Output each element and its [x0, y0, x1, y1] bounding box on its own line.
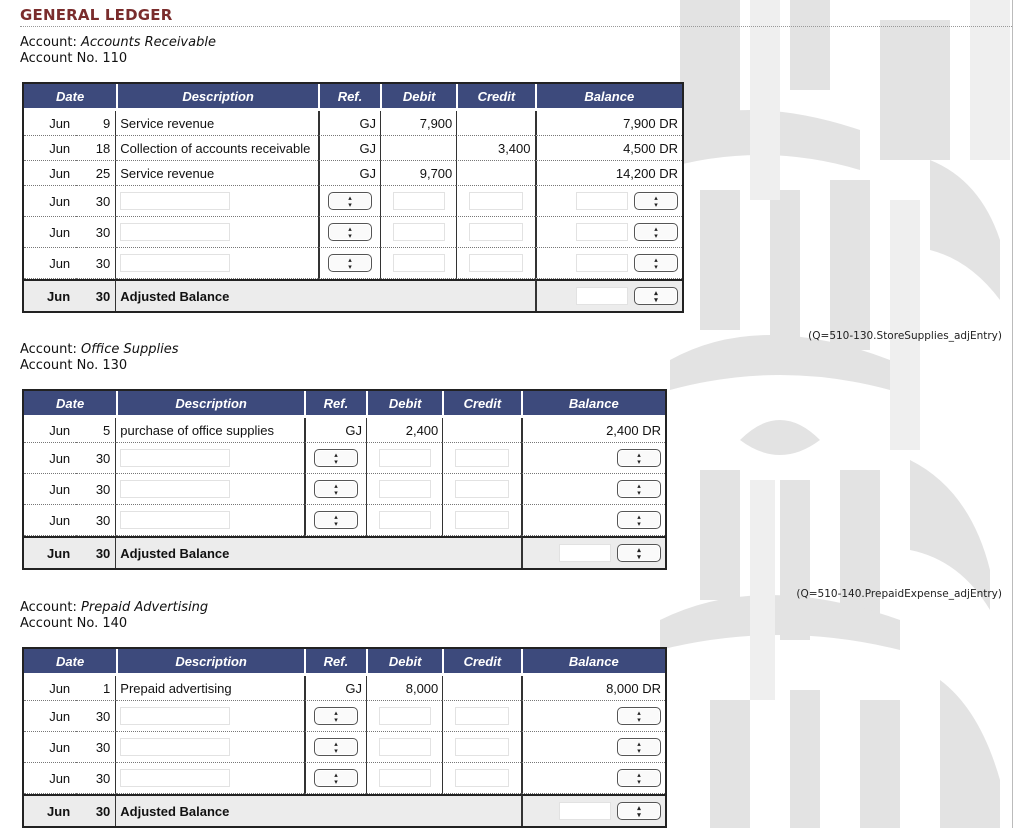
adjusted-balance-label: Adjusted Balance — [116, 536, 520, 568]
credit-cell — [442, 443, 520, 474]
account-name: Office Supplies — [81, 342, 179, 357]
row-balance: 4,500 DR — [535, 136, 682, 161]
description-input[interactable] — [120, 707, 230, 725]
ref-select[interactable] — [314, 480, 358, 498]
question-note: (Q=510-130.StoreSupplies_adjEntry) — [808, 330, 1002, 342]
row-description: purchase of office supplies — [116, 418, 304, 443]
row-debit — [380, 136, 456, 161]
column-header-debit: Debit — [366, 391, 442, 418]
credit-input[interactable] — [455, 738, 509, 756]
row-ref: GJ — [318, 136, 380, 161]
ledger-table-130 — [22, 389, 667, 570]
row-ref: GJ — [304, 418, 366, 443]
row-month: Jun — [24, 111, 76, 136]
balance-type-select[interactable] — [617, 738, 661, 756]
entry-row — [24, 505, 665, 536]
ref-cell — [304, 443, 366, 474]
row-month: Jun — [24, 418, 76, 443]
balance-cell — [521, 701, 665, 732]
adjusted-balance-input[interactable] — [559, 544, 611, 562]
table-row — [24, 161, 682, 186]
account-number: Account No. 130 — [20, 358, 128, 373]
balance-type-select[interactable] — [617, 449, 661, 467]
column-header-balance: Balance — [535, 84, 682, 111]
row-day: 30 — [76, 505, 116, 536]
balance-input[interactable] — [576, 254, 628, 272]
column-header-ref: Ref. — [318, 84, 380, 111]
ref-cell — [304, 732, 366, 763]
account-number: Account No. 140 — [20, 616, 128, 631]
debit-cell — [380, 217, 456, 248]
debit-cell — [366, 474, 442, 505]
row-debit: 8,000 — [366, 676, 442, 701]
table-header-row — [24, 649, 665, 676]
ledger-page — [14, 0, 1013, 828]
row-month: Jun — [24, 248, 76, 279]
row-credit — [442, 676, 520, 701]
row-description: Collection of accounts receivable — [116, 136, 318, 161]
description-cell — [116, 474, 304, 505]
row-day: 30 — [76, 732, 116, 763]
debit-cell — [366, 701, 442, 732]
account-prefix: Account: — [20, 342, 82, 357]
ref-cell — [318, 217, 380, 248]
balance-type-select[interactable] — [634, 192, 678, 210]
row-month: Jun — [24, 794, 76, 826]
column-header-credit: Credit — [442, 649, 520, 676]
credit-cell — [456, 248, 534, 279]
entry-row — [24, 248, 682, 279]
table-row — [24, 111, 682, 136]
adjusted-balance-row — [24, 794, 665, 826]
description-cell — [116, 732, 304, 763]
balance-type-select[interactable] — [617, 480, 661, 498]
adjusted-balance-cell — [535, 279, 682, 311]
row-month: Jun — [24, 186, 76, 217]
description-input[interactable] — [120, 254, 230, 272]
ref-select[interactable] — [328, 192, 372, 210]
debit-cell — [366, 505, 442, 536]
row-description: Service revenue — [116, 111, 318, 136]
debit-input[interactable] — [379, 449, 431, 467]
account-name: Prepaid Advertising — [81, 600, 209, 615]
column-header-balance: Balance — [521, 649, 665, 676]
credit-cell — [442, 763, 520, 794]
row-month: Jun — [24, 505, 76, 536]
account-header-130 — [20, 342, 179, 374]
table-header-row — [24, 391, 665, 418]
balance-input[interactable] — [576, 223, 628, 241]
description-cell — [116, 701, 304, 732]
column-header-description: Description — [116, 649, 304, 676]
description-cell — [116, 505, 304, 536]
question-note: (Q=510-140.PrepaidExpense_adjEntry) — [796, 588, 1002, 600]
row-month: Jun — [24, 217, 76, 248]
row-ref: GJ — [318, 161, 380, 186]
balance-input[interactable] — [576, 192, 628, 210]
balance-cell — [535, 217, 682, 248]
row-balance: 2,400 DR — [521, 418, 665, 443]
row-day: 30 — [76, 443, 116, 474]
row-day: 30 — [76, 279, 116, 311]
debit-input[interactable] — [379, 738, 431, 756]
row-day: 30 — [76, 536, 116, 568]
debit-input[interactable] — [379, 707, 431, 725]
entry-row — [24, 763, 665, 794]
balance-type-select[interactable] — [617, 707, 661, 725]
balance-cell — [521, 732, 665, 763]
ref-cell — [304, 474, 366, 505]
row-day: 30 — [76, 186, 116, 217]
credit-input[interactable] — [455, 769, 509, 787]
row-month: Jun — [24, 443, 76, 474]
debit-cell — [366, 763, 442, 794]
debit-cell — [366, 732, 442, 763]
debit-input[interactable] — [379, 480, 431, 498]
ref-select[interactable] — [314, 707, 358, 725]
description-input[interactable] — [120, 192, 230, 210]
credit-cell — [442, 505, 520, 536]
adjusted-balance-label: Adjusted Balance — [116, 794, 520, 826]
credit-input[interactable] — [469, 254, 523, 272]
row-month: Jun — [24, 136, 76, 161]
column-header-credit: Credit — [456, 84, 534, 111]
row-day: 30 — [76, 701, 116, 732]
credit-input[interactable] — [455, 449, 509, 467]
row-day: 1 — [76, 676, 116, 701]
title-divider — [20, 26, 1012, 27]
ref-select[interactable] — [314, 511, 358, 529]
debit-input[interactable] — [393, 254, 445, 272]
column-header-ref: Ref. — [304, 391, 366, 418]
row-month: Jun — [24, 732, 76, 763]
debit-input[interactable] — [393, 192, 445, 210]
credit-cell — [442, 474, 520, 505]
table-row — [24, 418, 665, 443]
description-cell — [116, 443, 304, 474]
balance-cell — [521, 505, 665, 536]
credit-cell — [456, 217, 534, 248]
credit-input[interactable] — [469, 223, 523, 241]
row-day: 9 — [76, 111, 116, 136]
debit-cell — [380, 248, 456, 279]
row-ref: GJ — [318, 111, 380, 136]
ledger-table-140 — [22, 647, 667, 828]
account-prefix: Account: — [20, 600, 82, 615]
description-cell — [116, 217, 318, 248]
credit-input[interactable] — [455, 511, 509, 529]
row-description: Prepaid advertising — [116, 676, 304, 701]
row-credit — [442, 418, 520, 443]
ref-select[interactable] — [314, 738, 358, 756]
description-cell — [116, 248, 318, 279]
row-month: Jun — [24, 676, 76, 701]
adjusted-balance-cell — [521, 536, 665, 568]
description-input[interactable] — [120, 449, 230, 467]
column-header-debit: Debit — [366, 649, 442, 676]
column-header-balance: Balance — [521, 391, 665, 418]
row-day: 25 — [76, 161, 116, 186]
row-debit: 7,900 — [380, 111, 456, 136]
row-debit: 2,400 — [366, 418, 442, 443]
balance-cell — [521, 443, 665, 474]
adjusted-balance-type-select[interactable] — [617, 544, 661, 562]
column-header-date: Date — [24, 84, 116, 111]
account-number: Account No. 110 — [20, 51, 128, 66]
account-prefix: Account: — [20, 35, 82, 50]
page-title: GENERAL LEDGER — [20, 6, 173, 24]
row-credit — [456, 161, 534, 186]
ledger-table-110 — [22, 82, 684, 313]
row-month: Jun — [24, 279, 76, 311]
row-credit — [456, 111, 534, 136]
row-month: Jun — [24, 536, 76, 568]
row-month: Jun — [24, 161, 76, 186]
row-day: 30 — [76, 763, 116, 794]
balance-type-select[interactable] — [617, 769, 661, 787]
table-row — [24, 136, 682, 161]
row-day: 30 — [76, 474, 116, 505]
column-header-description: Description — [116, 84, 318, 111]
description-input[interactable] — [120, 738, 230, 756]
column-header-description: Description — [116, 391, 304, 418]
entry-row — [24, 443, 665, 474]
credit-cell — [442, 732, 520, 763]
credit-input[interactable] — [469, 192, 523, 210]
credit-input[interactable] — [455, 707, 509, 725]
entry-row — [24, 474, 665, 505]
credit-cell — [442, 701, 520, 732]
credit-input[interactable] — [455, 480, 509, 498]
adjusted-balance-cell — [521, 794, 665, 826]
entry-row — [24, 186, 682, 217]
balance-cell — [535, 186, 682, 217]
row-ref: GJ — [304, 676, 366, 701]
ref-select[interactable] — [314, 769, 358, 787]
entry-row — [24, 217, 682, 248]
column-header-debit: Debit — [380, 84, 456, 111]
adjusted-balance-type-select[interactable] — [617, 802, 661, 820]
debit-input[interactable] — [379, 511, 431, 529]
row-day: 30 — [76, 217, 116, 248]
balance-type-select[interactable] — [617, 511, 661, 529]
ref-cell — [304, 505, 366, 536]
column-header-credit: Credit — [442, 391, 520, 418]
description-cell — [116, 186, 318, 217]
description-input[interactable] — [120, 769, 230, 787]
account-header-140 — [20, 600, 208, 632]
row-month: Jun — [24, 474, 76, 505]
ref-select[interactable] — [314, 449, 358, 467]
account-name: Accounts Receivable — [81, 35, 216, 50]
ref-cell — [318, 186, 380, 217]
ref-cell — [304, 701, 366, 732]
ref-select[interactable] — [328, 254, 372, 272]
ref-cell — [304, 763, 366, 794]
table-row — [24, 676, 665, 701]
debit-input[interactable] — [379, 769, 431, 787]
adjusted-balance-row — [24, 536, 665, 568]
row-debit: 9,700 — [380, 161, 456, 186]
balance-type-select[interactable] — [634, 254, 678, 272]
balance-cell — [521, 763, 665, 794]
ref-cell — [318, 248, 380, 279]
row-balance: 14,200 DR — [535, 161, 682, 186]
column-header-date: Date — [24, 391, 116, 418]
row-day: 30 — [76, 794, 116, 826]
credit-cell — [456, 186, 534, 217]
column-header-ref: Ref. — [304, 649, 366, 676]
row-balance: 8,000 DR — [521, 676, 665, 701]
debit-input[interactable] — [393, 223, 445, 241]
adjusted-balance-input[interactable] — [576, 287, 628, 305]
description-input[interactable] — [120, 511, 230, 529]
row-month: Jun — [24, 701, 76, 732]
row-day: 5 — [76, 418, 116, 443]
adjusted-balance-label: Adjusted Balance — [116, 279, 534, 311]
ref-select[interactable] — [328, 223, 372, 241]
row-credit: 3,400 — [456, 136, 534, 161]
debit-cell — [366, 443, 442, 474]
balance-type-select[interactable] — [634, 223, 678, 241]
description-cell — [116, 763, 304, 794]
table-header-row — [24, 84, 682, 111]
column-header-date: Date — [24, 649, 116, 676]
description-input[interactable] — [120, 223, 230, 241]
adjusted-balance-input[interactable] — [559, 802, 611, 820]
entry-row — [24, 701, 665, 732]
description-input[interactable] — [120, 480, 230, 498]
row-day: 18 — [76, 136, 116, 161]
row-description: Service revenue — [116, 161, 318, 186]
adjusted-balance-row — [24, 279, 682, 311]
row-balance: 7,900 DR — [535, 111, 682, 136]
entry-row — [24, 732, 665, 763]
balance-cell — [535, 248, 682, 279]
row-day: 30 — [76, 248, 116, 279]
debit-cell — [380, 186, 456, 217]
row-month: Jun — [24, 763, 76, 794]
account-header-110 — [20, 35, 216, 67]
balance-cell — [521, 474, 665, 505]
adjusted-balance-type-select[interactable] — [634, 287, 678, 305]
